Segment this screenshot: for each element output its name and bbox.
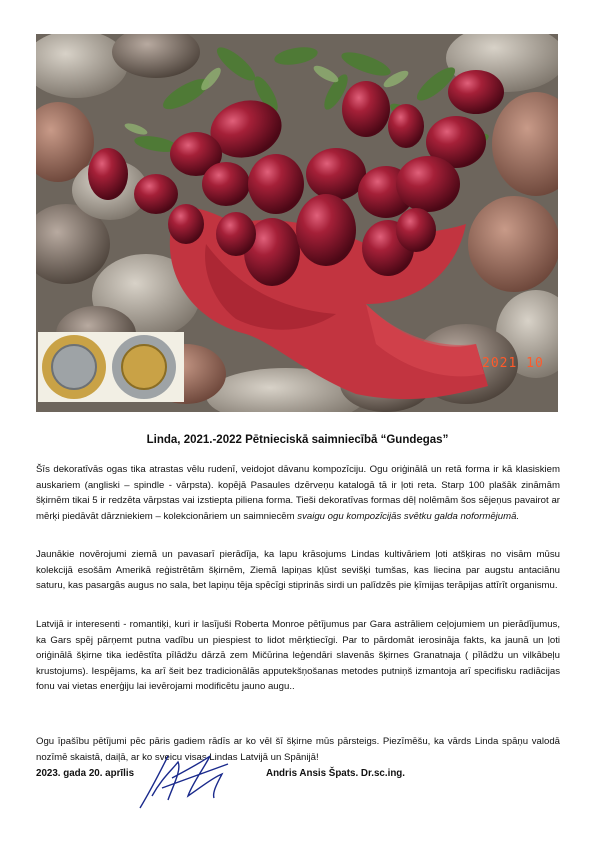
coins-inset: [38, 332, 184, 402]
page-title: Linda, 2021.-2022 Pētnieciskā saimniecībā “Gundegas”: [146, 434, 449, 446]
coins-image: [38, 332, 184, 402]
signature: [132, 748, 242, 816]
photo-date-stamp: 2021 10: [482, 356, 544, 371]
paragraph-4: Ogu īpašību pētījumi pēc pāris gadiem rādīs ar ko vēl šī šķirne mūs pārsteigs. Piezīmēšu, ka vārds Linda spāņu valodā nozīmē skaistā, daiļā, ar ko sveicu visas Lindas Latvijā un Spānijā!: [36, 736, 560, 763]
paragraph-1: [36, 462, 560, 524]
author-line: Andris Ansis Špats. Dr.sc.ing.: [266, 768, 406, 779]
paragraph-2: Jaunākie novērojumi ziemā un pavasarī pierādīja, ka lapu krāsojums Lindas kultivāriem ļoti atšķiras no visām mūsu kolekcijā esošām Amerikā reģistrētām šķirnēm, Ziemā lapiņas kļūst sevišķi tumšas, kas liecina par augstu antaciānu saturu, kas pasargās augus no sala, bet lapiņu tēja spēcīgi stiprinās sirdi un palīdzēs pie ķīmijas terāpijas attīrīt organismu.: [36, 549, 560, 592]
paragraph-1-italic: svaigu ogu kompozīcijās svētku galda noformējumā.: [297, 510, 520, 522]
date-line: 2023. gada 20. aprīlis: [36, 768, 135, 779]
paragraph-1-text: Šīs dekoratīvās ogas tika atrastas vēlu rudenī, veidojot dāvanu kompozīciju. Ogu oriģinālā un retā forma ir kā klasiskiem auskariem (angliski – spindle - vārpsta). kopējā Pasaules dzērveņu katalogā tā ir ļoti reta. Starp 100 plašāk zināmām šķirnēm tikai 5 ir redzēta vārpstas vai izstiepta piliena forma. Tieši dekoratīvas formas dēļ nolēmām šos sējeņus pavairot ar mērķi piedāvāt dārzniekiem – kolekcionāriem un saimniecēm: [36, 464, 560, 522]
paragraph-3: Latvijā ir interesenti - romantiķi, kuri ir lasījuši Roberta Monroe pētījumus par Gara astrāliem ceļojumiem un pierādījumus, ka Gars spēj pārņemt putna vadību un piespiest to lidot mērķtiecīgi. Par to pārdomāt ierosināja fakts, ka jaunā un ļoti oriģinālā šķirne tika iedēstīta pīlādžu dārzā zem Mičūrina leģendāri slavenās šķirnes Granatnaja ( pīlādžu un vilkābeļu krustojums). Iespējams, ka arī šeit bez tradicionālās apputekšņošanas metodes putniņš izmantoja arī specifisku radiācijas fonu vai vietas enerģiju lai ievērojami modificētu jauno augu..: [36, 619, 560, 693]
